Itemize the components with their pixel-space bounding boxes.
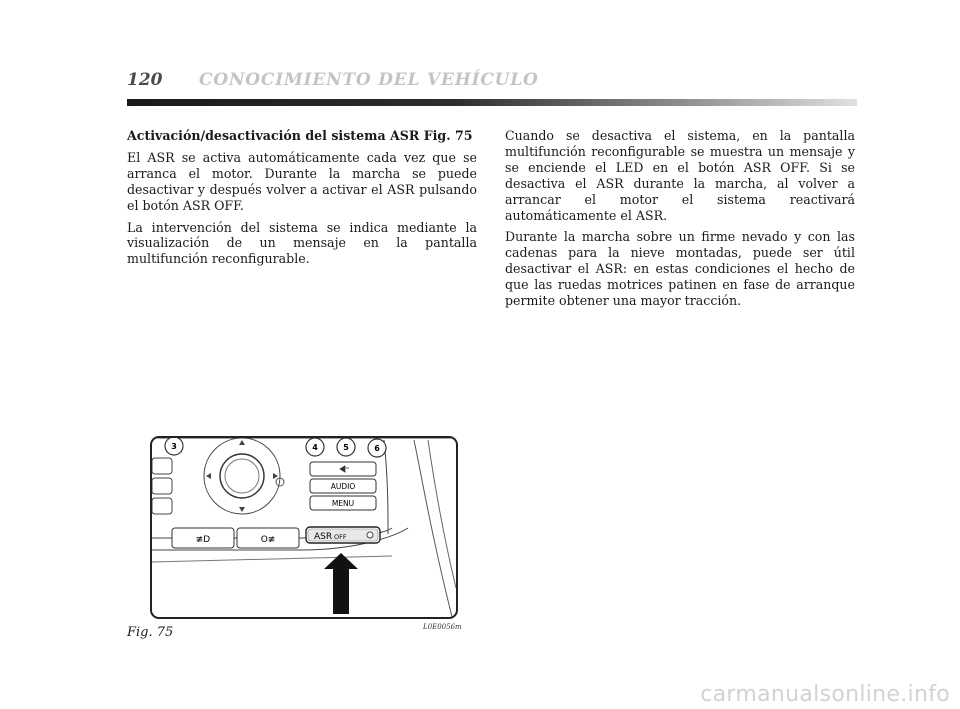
headlight-icon: ≢D [195,535,211,545]
header-rule [127,99,857,106]
page-number: 120 [127,70,163,90]
page-header [127,70,857,92]
section-title: CONOCIMIENTO DEL VEHÍCULO [199,70,539,90]
asr-button-label: ASR [314,532,333,542]
paragraph: El ASR se activa automáticamente cada vez que se arranca el motor. Durante la marcha se puede desactivar y después volver a activar el ASR pulsando el botón ASR OFF. [127,149,477,213]
asr-heading: Activación/desactivación del sistema ASR Fig. 75 [127,128,473,143]
paragraph: La intervención del sistema se indica mediante la visualización de un mensaje en la pantalla multifunción reconfigurable. [127,219,477,267]
light-icon: O≢ [260,535,276,545]
dashboard-drawing [152,438,456,617]
asr-led [367,532,373,538]
audio-button-label: AUDIO [330,482,356,491]
arrow-up-icon [324,553,358,614]
preset-button-3: 3 [171,442,177,451]
fig-75-illustration [150,436,458,619]
figure-caption: Fig. 75 [127,625,174,640]
left-column [127,128,477,273]
menu-button-label: MENU [331,499,355,508]
watermark: carmanualsonline.info [700,682,950,707]
asr-off-label: OFF [334,533,347,541]
preset-button-5: 5 [343,443,349,452]
paragraph: Durante la marcha sobre un firme nevado y con las cadenas para la nieve montadas, puede ser útil desactivar el ASR: en estas condiciones el hecho de que las ruedas motrices patinen en fase de arranque permite obtener una mayor tracción. [505,229,855,309]
figure-code: L0E0056m [423,623,462,631]
paragraph: Cuando se desactiva el sistema, en la pantalla multifunción reconfigurable se muestra un mensaje y se enciende el LED en el botón ASR OFF. Si se desactiva el ASR durante la marcha, al volver a arrancar el motor el sistema reactivará automáticamente el ASR. [505,128,855,223]
right-column [505,128,855,315]
preset-button-6: 6 [374,444,380,453]
preset-button-4: 4 [312,443,318,452]
